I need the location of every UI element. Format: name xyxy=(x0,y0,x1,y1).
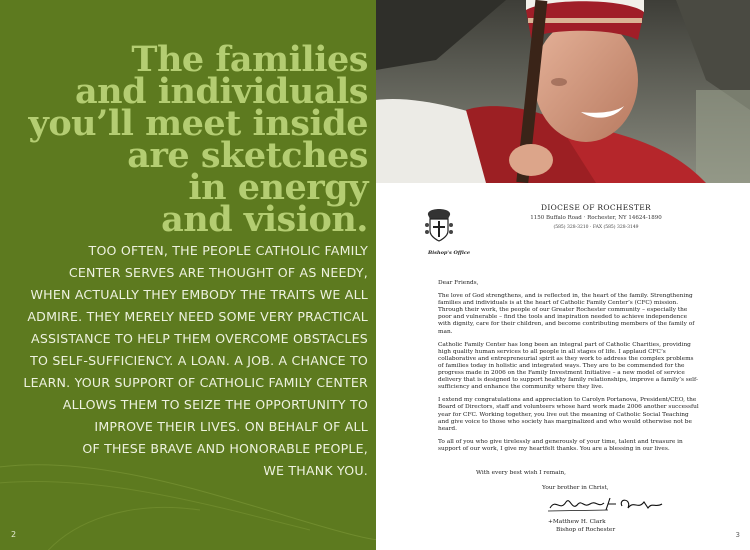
bishop-photo xyxy=(376,0,750,183)
salutation: Dear Friends, xyxy=(438,280,479,286)
page-number-left: 2 xyxy=(11,530,17,539)
letter-body xyxy=(438,280,700,459)
letter-paragraph: I extend my congratulations and appreciation to Carolyn Portanova, President/CEO, the Board of Directors, staff and volunteers whose hard work made 2006 another successful year for CFC. Working together, you live out the meaning of Catholic Social Teaching and give voice to those who society has marginalized and who would otherwise not be heard. xyxy=(438,397,699,432)
body-line: WE THANK YOU. xyxy=(263,463,368,478)
headline-line: and individuals xyxy=(74,71,368,112)
letter-paragraph: To all of you who give tirelessly and generously of your time, talent and treasure in support of our work, I give my heartfelt thanks. You are a blessing in our lives. xyxy=(438,438,683,452)
headline-line: The families xyxy=(131,39,368,80)
signer-title: Bishop of Rochester xyxy=(556,527,616,533)
body-line: ALLOWS THEM TO SEIZE THE OPPORTUNITY TO xyxy=(62,397,368,412)
body-text xyxy=(8,240,368,482)
diocese-crest-icon xyxy=(424,205,454,243)
body-line: OF THESE BRAVE AND HONORABLE PEOPLE, xyxy=(82,441,368,456)
body-line: WHEN ACTUALLY THEY EMBODY THE TRAITS WE ALL xyxy=(30,287,368,302)
body-line: TO SELF-SUFFICIENCY. A LOAN. A JOB. A CHANCE TO xyxy=(30,353,368,368)
headline-line: you’ll meet inside xyxy=(28,103,368,144)
body-line: ADMIRE. THEY MERELY NEED SOME VERY PRACTICAL xyxy=(27,309,368,324)
headline-line: and vision. xyxy=(161,199,368,240)
sign-off: Your brother in Christ, xyxy=(542,485,609,491)
body-line: TOO OFTEN, THE PEOPLE CATHOLIC FAMILY xyxy=(88,243,368,258)
letterhead-organization: DIOCESE OF ROCHESTER xyxy=(541,203,651,212)
body-line: CENTER SERVES ARE THOUGHT OF AS NEEDY, xyxy=(68,265,368,280)
headline-line: in energy xyxy=(188,167,368,208)
letter-paragraph: The love of God strengthens, and is reflected in, the heart of the family. Strengthening families and individuals is at the heart of Catholic Family Center’s (CFC) mission. Through their work, the people of our Greater Rochester community – especially the poor and vulnerable – find the tools and inspiration needed to achieve independence with dignity, care for their children, and become contributing members of the family of man. xyxy=(438,293,695,335)
letter xyxy=(376,183,750,550)
body-line: IMPROVE THEIR LIVES. ON BEHALF OF ALL xyxy=(94,419,368,434)
headline-line: are sketches xyxy=(127,135,368,176)
body-line: LEARN. YOUR SUPPORT OF CATHOLIC FAMILY CENTER xyxy=(23,375,368,390)
letter-paragraph: Catholic Family Center has long been an integral part of Catholic Charities, providing high quality human services to all people in all stages of life. I applaud CFC’s collaborative and entrepreneurial spirit as they work to address the complex problems of families today in holistic and integrated ways. They are to be commended for the progress made in 2006 on the Family Investment Initiative – a new model of service delivery that is designed to support healthy family relationships, improve a family’s self-sufficiency and enhance the community where they live. xyxy=(438,341,698,391)
page-number-right: 3 xyxy=(735,531,740,539)
right-page xyxy=(376,0,750,550)
signature xyxy=(548,494,668,514)
headline xyxy=(8,39,368,240)
letterhead-phone: (585) 328-3210 · FAX (585) 328-3149 xyxy=(553,225,639,230)
body-line: ASSISTANCE TO HELP THEM OVERCOME OBSTACLES xyxy=(31,331,368,346)
letterhead-address: 1150 Buffalo Road · Rochester, NY 14624-1890 xyxy=(530,215,662,221)
signer-name: +Matthew H. Clark xyxy=(548,519,606,525)
bishops-office-label: Bishop's Office xyxy=(428,250,471,256)
letter-closing: With every best wish I remain, xyxy=(476,470,567,476)
